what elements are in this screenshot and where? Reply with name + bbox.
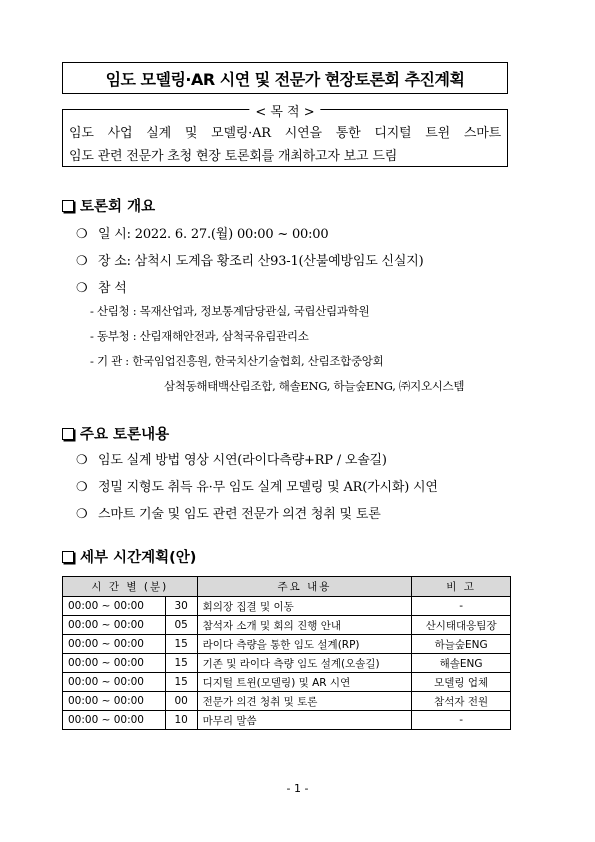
cell-time: 00:00 ~ 00:00 <box>63 692 166 711</box>
cell-content: 전문가 의견 청취 및 토론 <box>197 692 412 711</box>
attendee-line: 삼척동해태백산림조합, 해솔ENG, 하늘숲ENG, ㈜지오시스템 <box>164 379 465 393</box>
overview-place-text: 장 소: 삼척시 도계읍 황조리 산93-1(산불예방임도 신실지) <box>98 254 424 269</box>
table-row <box>63 635 511 654</box>
overview-place <box>76 250 423 269</box>
cell-content: 마무리 말씀 <box>197 711 412 730</box>
cell-note: 참석자 전원 <box>412 692 511 711</box>
topic-text: 스마트 기술 및 임도 관련 전문가 의견 청취 및 토론 <box>98 507 381 522</box>
cell-minutes: 15 <box>165 673 197 692</box>
topic-item <box>76 503 381 522</box>
cell-minutes: 05 <box>165 616 197 635</box>
table-row <box>63 654 511 673</box>
topic-text: 임도 실계 방법 영상 시연(라이다측량+RP / 오솔길) <box>98 453 387 468</box>
header-content: 주요 내용 <box>197 577 412 597</box>
table-header-row <box>63 577 511 597</box>
cell-content: 디지털 트윈(모델링) 및 AR 시연 <box>197 673 412 692</box>
cell-content: 기존 및 라이다 측량 임도 설계(오솔길) <box>197 654 412 673</box>
document-title <box>62 62 508 94</box>
cell-time: 00:00 ~ 00:00 <box>63 654 166 673</box>
header-note: 비 고 <box>412 577 511 597</box>
checkbox-square-icon <box>62 428 74 440</box>
cell-note: - <box>412 597 511 616</box>
circle-bullet-icon: ❍ <box>76 281 88 296</box>
overview-date-text: 일 시: 2022. 6. 27.(월) 00:00 ~ 00:00 <box>98 227 329 242</box>
cell-minutes: 15 <box>165 654 197 673</box>
title-text: 임도 모델링·AR 시연 및 전문가 현장토론회 추진계획 <box>105 69 465 89</box>
section-schedule-title: 세부 시간계획(안) <box>80 550 197 566</box>
cell-content: 회의장 집결 및 이동 <box>197 597 412 616</box>
attendee-line: - 기 관 : 한국임업진흥원, 한국치산기술협회, 산림조합중앙회 <box>90 354 384 368</box>
cell-note: 해솔ENG <box>412 654 511 673</box>
checkbox-square-icon <box>62 551 74 563</box>
page-number: - 1 - <box>286 782 309 795</box>
schedule-table <box>62 576 511 730</box>
cell-note: 하늘숲ENG <box>412 635 511 654</box>
header-time: 시 간 별 (분) <box>63 577 198 597</box>
circle-bullet-icon: ❍ <box>76 453 88 468</box>
overview-attend-text: 참 석 <box>98 281 127 296</box>
cell-time: 00:00 ~ 00:00 <box>63 673 166 692</box>
table-row <box>63 616 511 635</box>
section-schedule-heading <box>62 546 196 567</box>
purpose-text <box>69 122 501 168</box>
cell-time: 00:00 ~ 00:00 <box>63 616 166 635</box>
table-row <box>63 711 511 730</box>
cell-minutes: 10 <box>165 711 197 730</box>
topic-item <box>76 449 387 468</box>
cell-note: 모델링 업체 <box>412 673 511 692</box>
section-topics-heading <box>62 423 169 444</box>
section-topics-title: 주요 토론내용 <box>80 427 170 443</box>
purpose-box <box>62 105 508 167</box>
circle-bullet-icon: ❍ <box>76 507 88 522</box>
circle-bullet-icon: ❍ <box>76 227 88 242</box>
cell-content: 참석자 소개 및 회의 진행 안내 <box>197 616 412 635</box>
section-overview-title: 토론회 개요 <box>80 199 156 215</box>
table-row <box>63 597 511 616</box>
overview-attend <box>76 277 127 296</box>
cell-time: 00:00 ~ 00:00 <box>63 597 166 616</box>
topic-item <box>76 476 438 495</box>
purpose-line-1: 임도 사업 실계 및 모델링·AR 시연을 통한 디지털 트윈 스마트 <box>69 126 501 141</box>
cell-time: 00:00 ~ 00:00 <box>63 711 166 730</box>
purpose-label: < 목 적 > <box>249 101 320 120</box>
cell-minutes: 30 <box>165 597 197 616</box>
cell-note: 산시태대응팀장 <box>412 616 511 635</box>
table-row <box>63 692 511 711</box>
overview-date <box>76 223 328 242</box>
purpose-line-2: 임도 관련 전문가 초청 현장 토론회를 개최하고자 보고 드림 <box>69 149 398 164</box>
table-row <box>63 673 511 692</box>
cell-minutes: 15 <box>165 635 197 654</box>
checkbox-square-icon <box>62 200 74 212</box>
cell-time: 00:00 ~ 00:00 <box>63 635 166 654</box>
cell-note: - <box>412 711 511 730</box>
circle-bullet-icon: ❍ <box>76 254 88 269</box>
section-overview-heading <box>62 195 155 216</box>
topic-text: 정밀 지형도 취득 유·무 임도 실계 모델링 및 AR(가시화) 시연 <box>98 480 438 495</box>
cell-content: 라이다 측량을 통한 임도 설계(RP) <box>197 635 412 654</box>
circle-bullet-icon: ❍ <box>76 480 88 495</box>
cell-minutes: 00 <box>165 692 197 711</box>
attendee-line: - 산림청 : 목재산업과, 정보통계담당관실, 국립산림과학원 <box>90 304 370 318</box>
attendee-line: - 동부청 : 산림재해안전과, 삼척국유림관리소 <box>90 329 309 343</box>
